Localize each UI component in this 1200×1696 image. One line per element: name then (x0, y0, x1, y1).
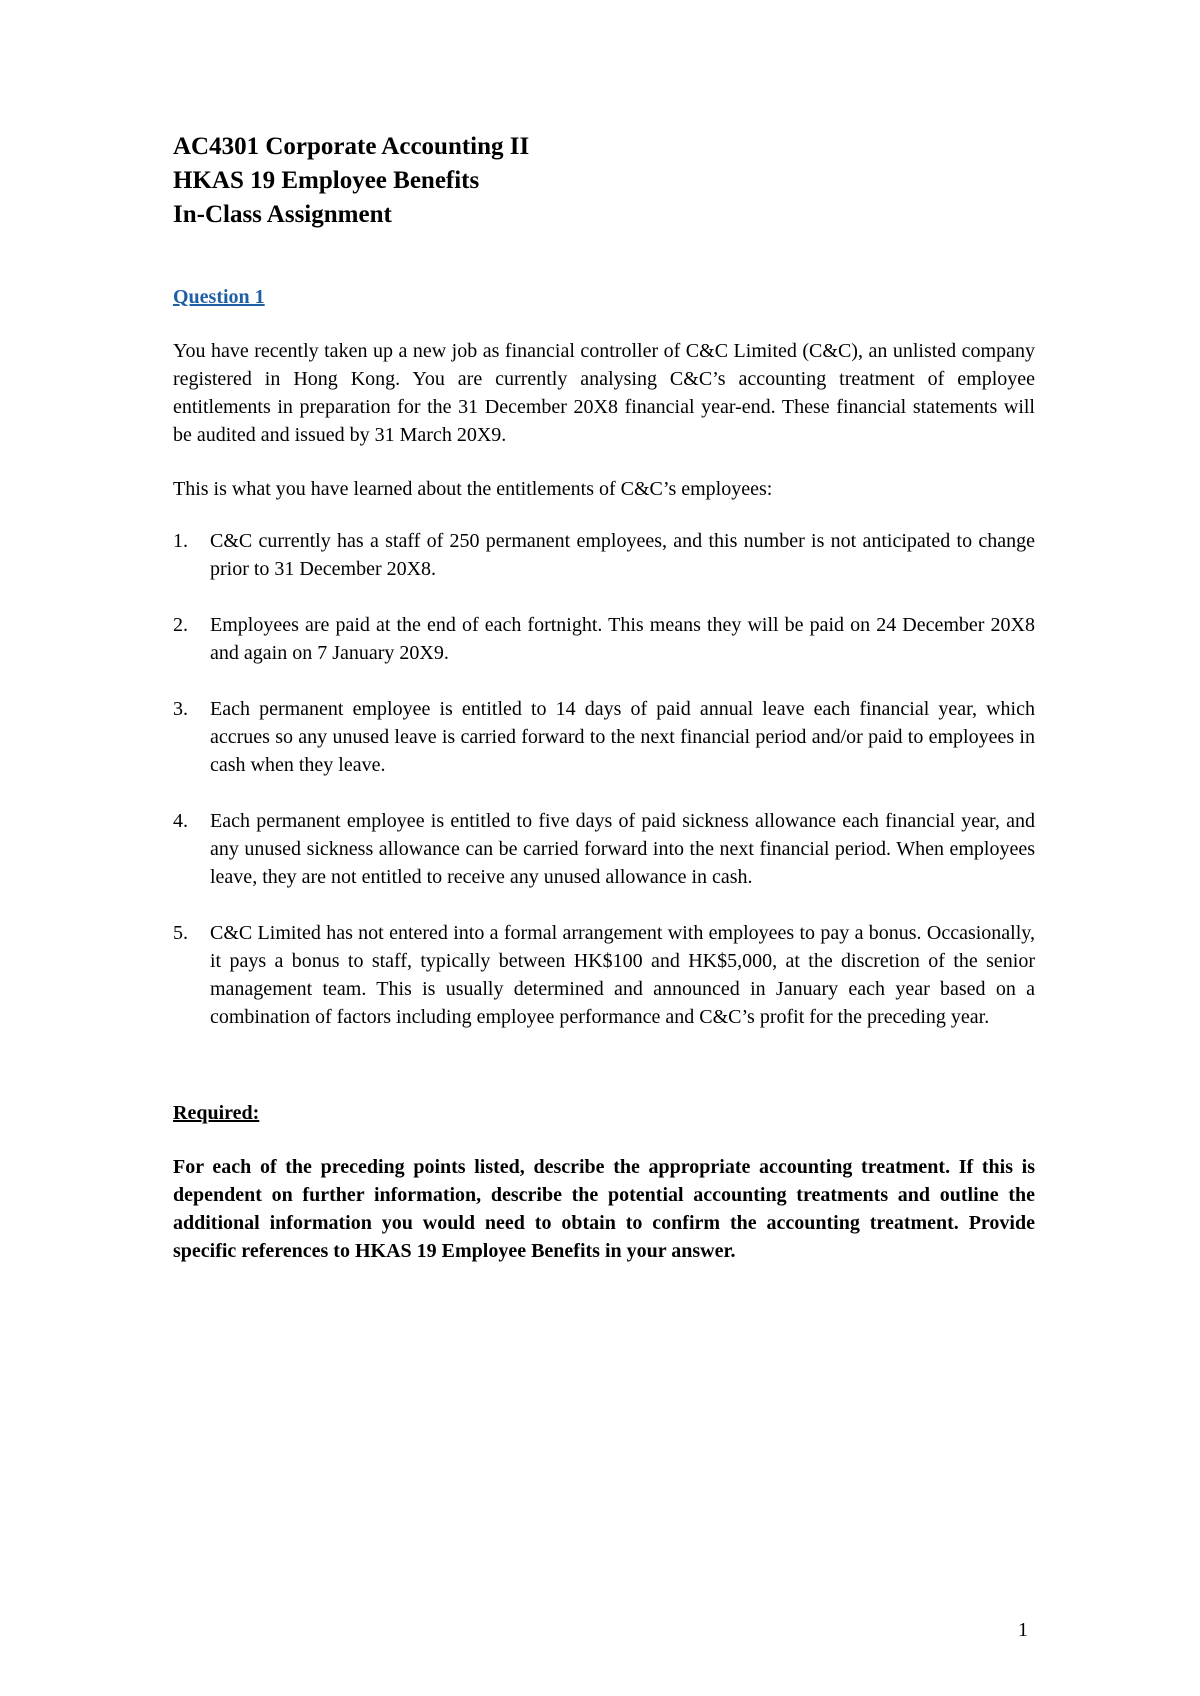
question-intro: You have recently taken up a new job as financial controller of C&C Limited (C&C), an unlisted company registered in Hong Kong. You are currently analysing C&C’s accounting treatment of employee entitlements in preparation for the 31 December 20X8 financial year-end. These financial statements will be audited and issued by 31 March 20X9. (173, 340, 1035, 446)
document-page (173, 130, 1035, 1265)
list-item (173, 807, 1035, 891)
list-item-text: Each permanent employee is entitled to 14 days of paid annual leave each financial year, which accrues so any unused leave is carried forward to the next financial period and/or paid to employees in cash when they leave. (210, 698, 1035, 776)
list-item-number: 3. (173, 698, 188, 720)
list-item (173, 919, 1035, 1031)
question-heading: Question 1 (173, 286, 265, 308)
list-item-text: C&C currently has a staff of 250 permanent employees, and this number is not anticipated to change prior to 31 December 20X8. (210, 530, 1035, 580)
list-item-number: 4. (173, 810, 188, 832)
list-item (173, 695, 1035, 779)
list-item-text: Employees are paid at the end of each fortnight. This means they will be paid on 24 December 20X8 and again on 7 January 20X9. (210, 614, 1035, 664)
list-item-text: Each permanent employee is entitled to five days of paid sickness allowance each financial year, and any unused sickness allowance can be carried forward into the next financial period. When employees leave, they are not entitled to receive any unused allowance in cash. (210, 810, 1035, 888)
required-instructions: For each of the preceding points listed, describe the appropriate accounting treatment. If this is dependent on further information, describe the potential accounting treatments and outline the additional information you would need to obtain to confirm the accounting treatment. Provide specific references to HKAS 19 Employee Benefits in your answer. (173, 1156, 1035, 1262)
required-heading: Required: (173, 1102, 260, 1124)
topic-title: HKAS 19 Employee Benefits (173, 167, 480, 194)
course-title: AC4301 Corporate Accounting II (173, 133, 530, 160)
list-item-text: C&C Limited has not entered into a formal arrangement with employees to pay a bonus. Occasionally, it pays a bonus to staff, typically between HK$100 and HK$5,000, at the discretion of the senior management team. This is usually determined and announced in January each year based on a combination of factors including employee performance and C&C’s profit for the preceding year. (210, 922, 1035, 1028)
entitlements-lead: This is what you have learned about the entitlements of C&C’s employees: (173, 478, 773, 500)
document-title-block (173, 130, 1035, 232)
list-item (173, 527, 1035, 583)
page-number: 1 (1018, 1619, 1028, 1641)
list-item (173, 611, 1035, 667)
entitlements-list (173, 527, 1035, 1031)
list-item-number: 1. (173, 530, 188, 552)
list-item-number: 5. (173, 922, 188, 944)
list-item-number: 2. (173, 614, 188, 636)
assignment-title: In-Class Assignment (173, 201, 392, 228)
